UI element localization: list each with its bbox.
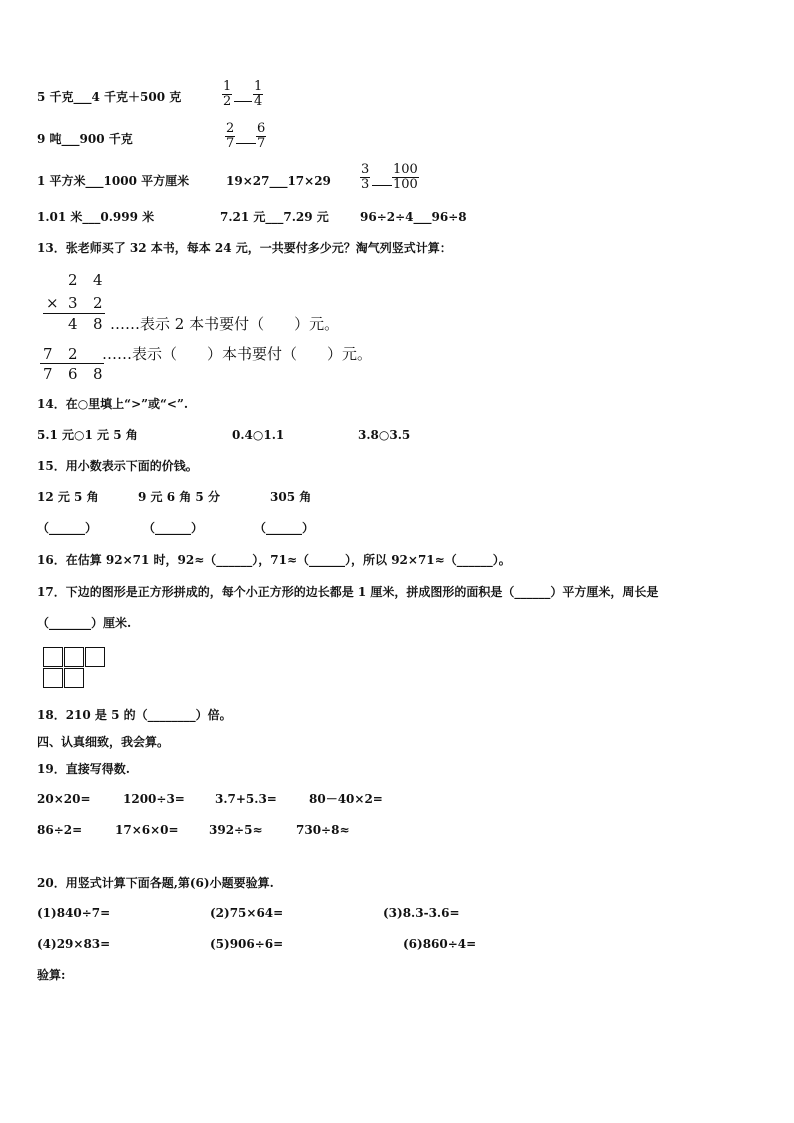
q15-answer-c[interactable]: （______） xyxy=(254,521,315,535)
q19-r2-c1: 86÷2= xyxy=(37,823,83,837)
mult-rule-line xyxy=(43,313,105,314)
note-partial-1: ……表示 2 本书要付（ ）元。 xyxy=(110,315,340,333)
partial-product-2-digit-2: 2 xyxy=(68,345,78,363)
q19-r2-c4: 730÷8≈ xyxy=(296,823,350,837)
mult-top-digit-2: 4 xyxy=(93,271,103,289)
q20-r2-c3: (6)860÷4= xyxy=(403,937,477,951)
tile-square xyxy=(85,647,105,667)
q14-item-b: 0.4○1.1 xyxy=(232,428,285,442)
compare-mass-1: 5 千克___4 千克＋500 克 xyxy=(37,90,182,104)
q19-r2-c2: 17×6×0= xyxy=(115,823,179,837)
q20-r1-c1: (1)840÷7= xyxy=(37,906,111,920)
compare-division: 96÷2÷4___96÷8 xyxy=(360,210,467,224)
fraction-hundred-hundredths: $\frac{100}{100}$ xyxy=(393,162,418,192)
question-19: 19．直接写得数. xyxy=(37,762,130,776)
q15-answer-a[interactable]: （______） xyxy=(37,521,98,535)
fraction-two-sevenths: $\frac{2}{7}$ xyxy=(226,121,235,151)
q15-price-a: 12 元 5 角 xyxy=(37,490,99,504)
mult-bottom-digit-2: 2 xyxy=(93,294,103,312)
q19-r1-c1: 20×20= xyxy=(37,792,91,806)
partial-product-1-digit-2: 8 xyxy=(93,315,103,333)
result-digit-1: 7 xyxy=(43,365,53,383)
tile-square xyxy=(43,668,63,688)
question-20: 20．用竖式计算下面各题,第(6)小题要验算. xyxy=(37,876,274,890)
partial-product-1-digit-1: 4 xyxy=(68,315,78,333)
fraction-one-half: $\frac{1}{2}$ xyxy=(223,79,232,109)
question-18: 18．210 是 5 的（________）倍。 xyxy=(37,708,232,722)
q19-r1-c4: 80－40×2= xyxy=(309,792,383,806)
question-16: 16．在估算 92×71 时，92≈（______），71≈（______），所以 92×71≈（______）。 xyxy=(37,553,511,567)
q14-item-a: 5.1 元○1 元 5 角 xyxy=(37,428,138,442)
question-17-line-1: 17．下边的图形是正方形拼成的，每个小正方形的边长都是 1 厘米，拼成图形的面积是（______）平方厘米，周长是 xyxy=(37,585,659,599)
q20-r1-c2: (2)75×64= xyxy=(210,906,284,920)
fraction-compare-blank[interactable] xyxy=(236,143,256,144)
q14-item-c: 3.8○3.5 xyxy=(358,428,411,442)
q20-r1-c3: (3)8.3-3.6= xyxy=(383,906,460,920)
q20-r2-c1: (4)29×83= xyxy=(37,937,111,951)
compare-area: 1 平方米___1000 平方厘米 xyxy=(37,174,190,188)
q19-r1-c3: 3.7+5.3= xyxy=(215,792,277,806)
q15-answer-b[interactable]: （______） xyxy=(143,521,204,535)
multiply-sign: × xyxy=(46,294,59,312)
fraction-one-quarter: $\frac{1}{4}$ xyxy=(254,79,263,109)
verification-label: 验算: xyxy=(37,968,66,982)
note-partial-2: ……表示（ ）本书要付（ ）元。 xyxy=(102,345,373,363)
q20-r2-c2: (5)906÷6= xyxy=(210,937,284,951)
question-15: 15．用小数表示下面的价钱。 xyxy=(37,459,198,473)
mult-result-line xyxy=(40,363,104,364)
fraction-compare-blank[interactable] xyxy=(234,101,252,102)
partial-product-2-digit-1: 7 xyxy=(43,345,53,363)
result-digit-3: 8 xyxy=(93,365,103,383)
q19-r2-c3: 392÷5≈ xyxy=(209,823,263,837)
q19-r1-c2: 1200÷3= xyxy=(123,792,185,806)
question-14: 14．在○里填上“>”或“<”. xyxy=(37,397,189,411)
tile-square xyxy=(64,647,84,667)
result-digit-2: 6 xyxy=(68,365,78,383)
compare-mass-2: 9 吨___900 千克 xyxy=(37,132,133,146)
section-4-heading: 四、认真细致，我会算。 xyxy=(37,735,170,749)
mult-top-digit-1: 2 xyxy=(68,271,78,289)
compare-length: 1.01 米___0.999 米 xyxy=(37,210,155,224)
mult-bottom-digit-1: 3 xyxy=(68,294,78,312)
fraction-three-thirds: $\frac{3}{3}$ xyxy=(361,162,370,192)
compare-products: 19×27___17×29 xyxy=(226,174,331,188)
fraction-compare-blank[interactable] xyxy=(372,185,392,186)
question-17-line-2: （_______）厘米. xyxy=(37,616,132,630)
q15-price-c: 305 角 xyxy=(270,490,312,504)
fraction-six-sevenths: $\frac{6}{7}$ xyxy=(257,121,266,151)
q15-price-b: 9 元 6 角 5 分 xyxy=(138,490,220,504)
tile-square xyxy=(43,647,63,667)
question-13: 13．张老师买了 32 本书，每本 24 元，一共要付多少元？淘气列竖式计算： xyxy=(37,241,452,255)
tile-square xyxy=(64,668,84,688)
compare-price: 7.21 元___7.29 元 xyxy=(220,210,329,224)
